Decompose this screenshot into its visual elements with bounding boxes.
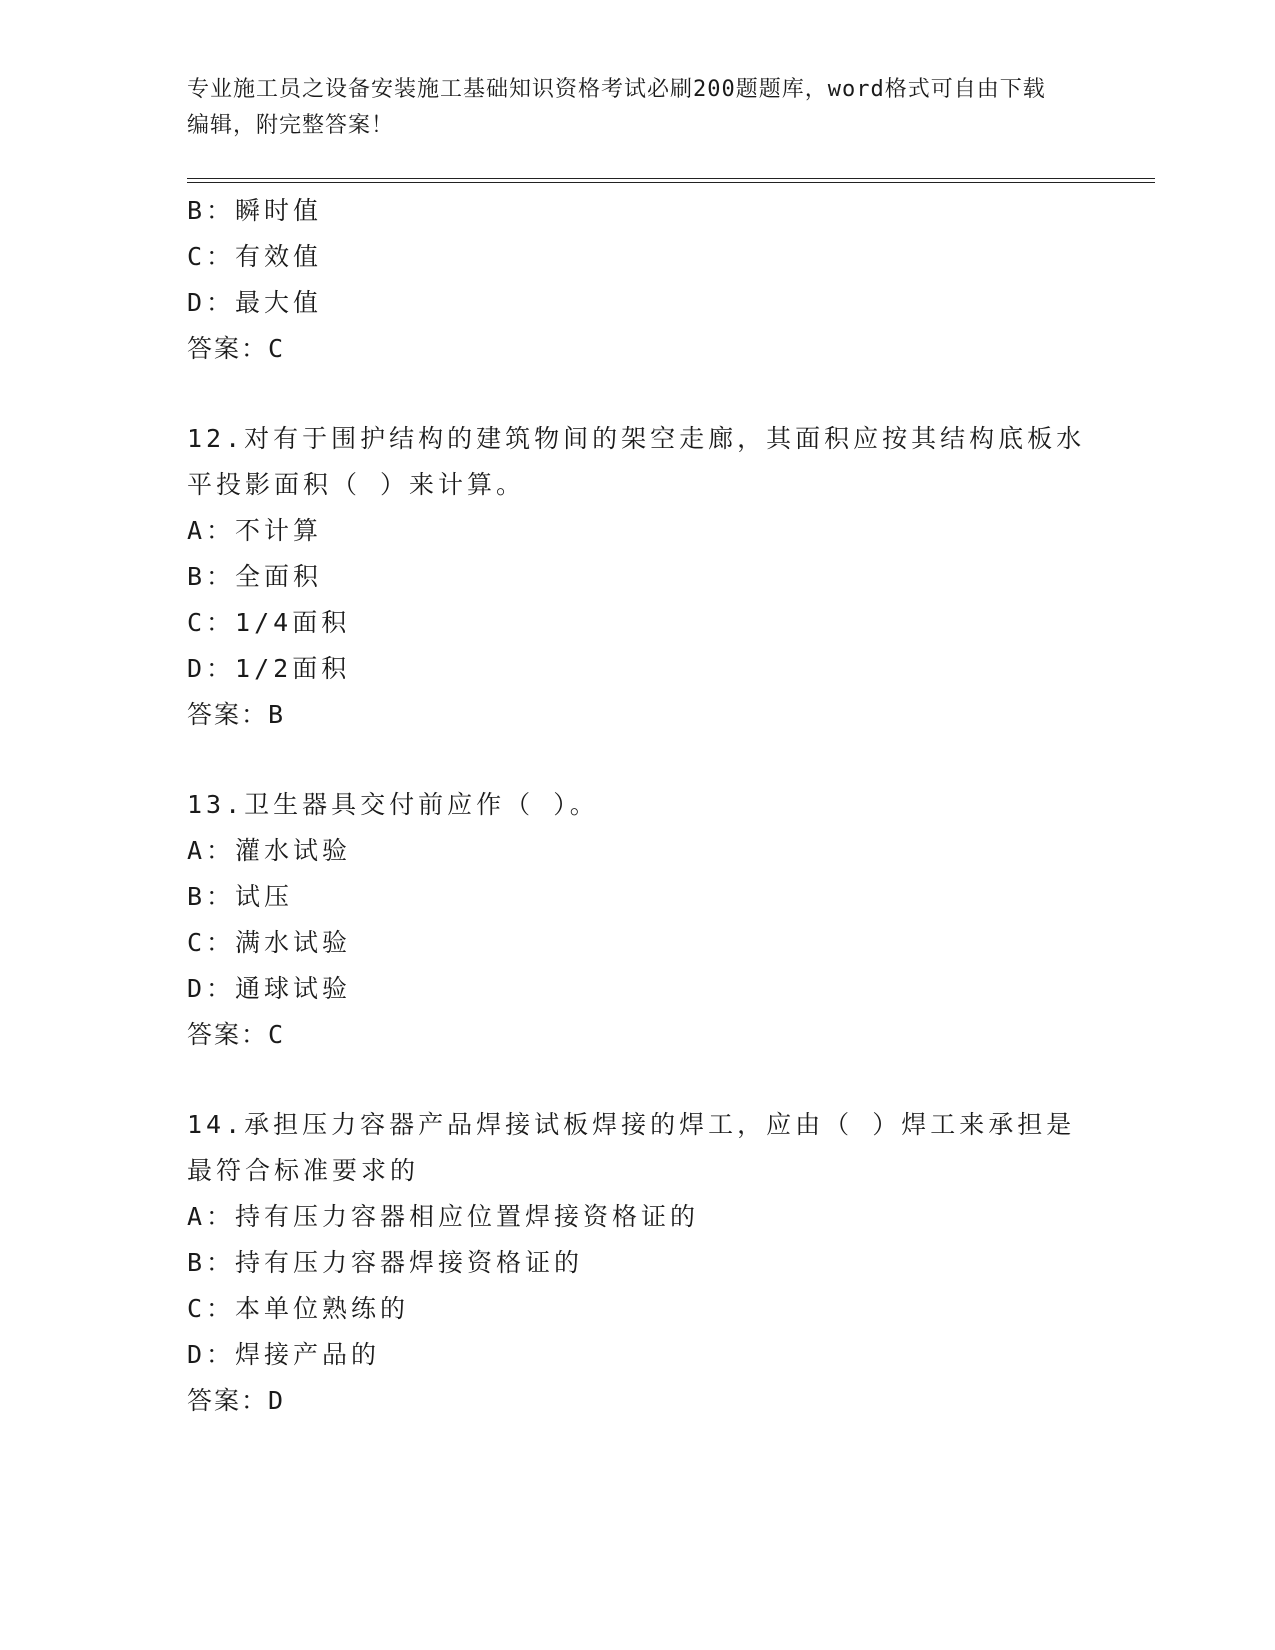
answer: 答案：C — [187, 1020, 286, 1049]
document-header: 专业施工员之设备安装施工基础知识资格考试必刷200题题库，word格式可自由下载编辑，附完整答案！ — [187, 77, 1046, 138]
question-stem: 14.承担压力容器产品焊接试板焊接的焊工，应由（ ）焊工来承担是最符合标准要求的 — [187, 1110, 1076, 1185]
option-b: B：瞬时值 — [187, 196, 323, 225]
option-c: C：有效值 — [187, 242, 323, 271]
question-14 — [187, 1102, 1087, 1424]
option-c: C：本单位熟练的 — [187, 1294, 410, 1323]
option-a: A：持有压力容器相应位置焊接资格证的 — [187, 1202, 700, 1231]
answer: 答案：B — [187, 700, 286, 729]
question-stem: 12.对有于围护结构的建筑物间的架空走廊，其面积应按其结构底板水平投影面积（ ）来计算。 — [187, 424, 1086, 499]
question-11 — [187, 188, 1087, 372]
option-d: D：1/2面积 — [187, 654, 351, 683]
option-a: A：不计算 — [187, 516, 323, 545]
question-13 — [187, 782, 1087, 1058]
option-a: A：灌水试验 — [187, 836, 352, 865]
header-divider — [187, 178, 1155, 183]
question-12 — [187, 416, 1087, 738]
question-list — [187, 188, 1087, 1424]
option-b: B：试压 — [187, 882, 294, 911]
option-c: C：满水试验 — [187, 928, 352, 957]
option-b: B：全面积 — [187, 562, 323, 591]
option-d: D：最大值 — [187, 288, 323, 317]
answer: 答案：D — [187, 1386, 286, 1415]
option-b: B：持有压力容器焊接资格证的 — [187, 1248, 584, 1277]
option-d: D：通球试验 — [187, 974, 352, 1003]
option-c: C：1/4面积 — [187, 608, 351, 637]
answer: 答案：C — [187, 334, 286, 363]
option-d: D：焊接产品的 — [187, 1340, 381, 1369]
question-stem: 13.卫生器具交付前应作（ ）。 — [187, 790, 599, 819]
